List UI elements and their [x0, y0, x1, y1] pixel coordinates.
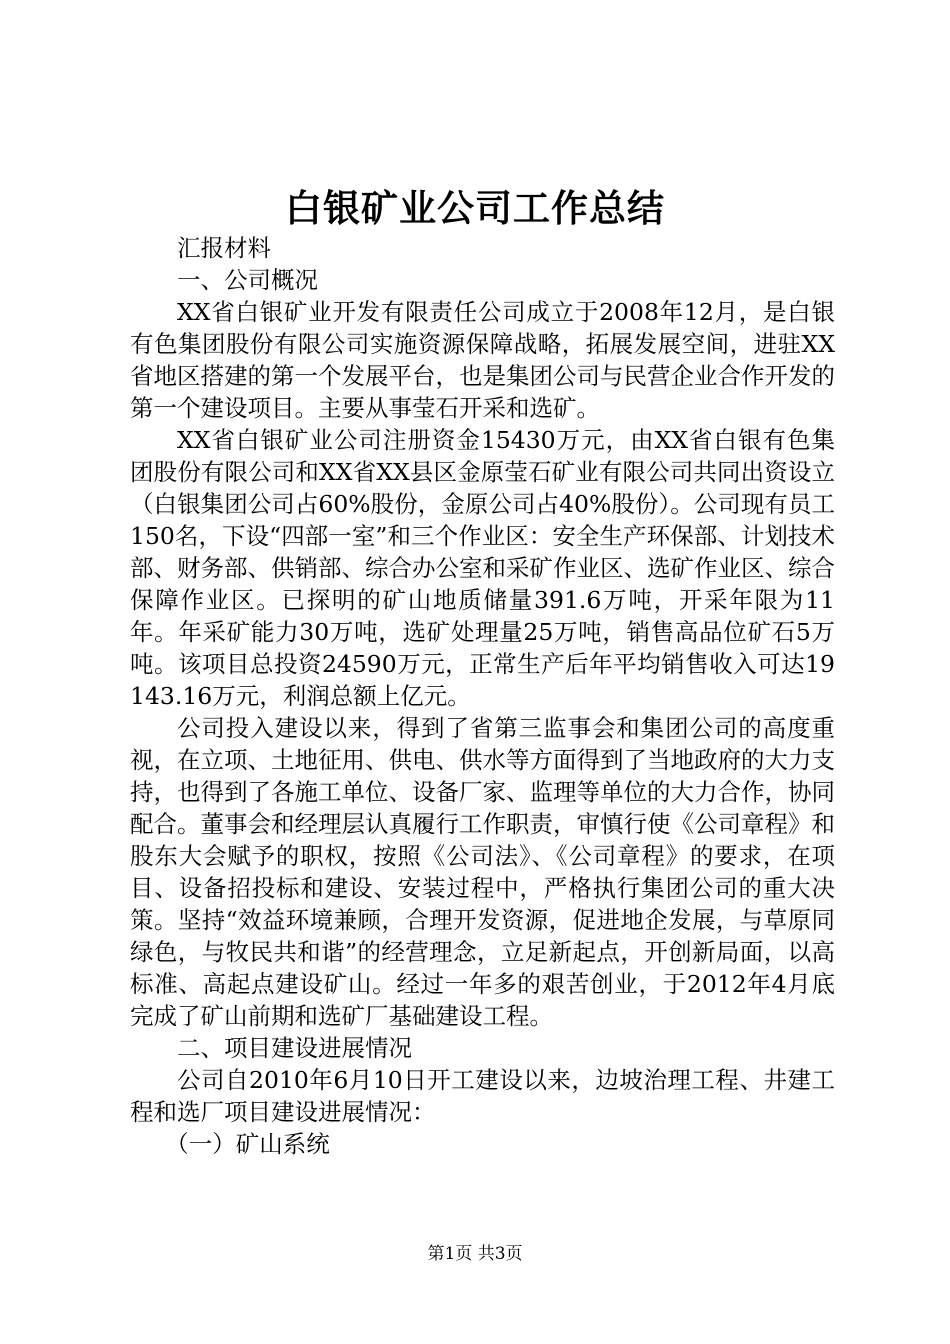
subsection-heading-mine-system: （一）矿山系统	[165, 1130, 330, 1158]
paragraph-report-label: 汇报材料	[177, 234, 271, 262]
paragraph-company-intro: XX省白银矿业开发有限责任公司成立于2008年12月，是白银有色集团股份有限公司实施资源保障战略，拓展发展空间，进驻XX省地区搭建的第一个发展平台，也是集团公司与民营企业合作开发的第一个建设项目。主要从事莹石开采和选矿。	[130, 298, 835, 422]
section-heading-company-overview: 一、公司概况	[177, 266, 318, 294]
section-heading-project-progress: 二、项目建设进展情况	[177, 1034, 412, 1062]
paragraph-company-construction: 公司投入建设以来，得到了省第三监事会和集团公司的高度重视，在立项、土地征用、供电、供水等方面得到了当地政府的大力支持，也得到了各施工单位、设备厂家、监理等单位的大力合作，协同配合。董事会和经理层认真履行工作职责，审慎行使《公司章程》和股东大会赋予的职权，按照《公司法》、《公司章程》的要求，在项目、设备招投标和建设、安装过程中，严格执行集团公司的重大决策。坚持“效益环境兼顾，合理开发资源，促进地企发展，与草原同绿色，与牧民共和谐”的经营理念，立足新起点，开创新局面，以高标准、高起点建设矿山。经过一年多的艰苦创业，于2012年4月底完成了矿山前期和选矿厂基础建设工程。	[130, 714, 835, 1030]
document-body	[130, 232, 835, 1160]
page-footer: 第1页 共3页	[427, 1244, 523, 1264]
paragraph-company-capital: XX省白银矿业公司注册资金15430万元，由XX省白银有色集团股份有限公司和XX省XX县区金原莹石矿业有限公司共同出资设立（白银集团公司占60%股份，金原公司占40%股份）。公司现有员工150名，下设“四部一室”和三个作业区：安全生产环保部、计划技术部、财务部、供销部、综合办公室和采矿作业区、选矿作业区、综合保障作业区。已探明的矿山地质储量391.6万吨，开采年限为11年。年采矿能力30万吨，选矿处理量25万吨，销售高品位矿石5万吨。该项目总投资24590万元，正常生产后年平均销售收入可达19143.16万元，利润总额上亿元。	[130, 426, 835, 710]
document-title: 白银矿业公司工作总结	[285, 186, 665, 230]
paragraph-project-progress: 公司自2010年6月10日开工建设以来，边坡治理工程、井建工程和选厂项目建设进展情况：	[130, 1066, 835, 1126]
